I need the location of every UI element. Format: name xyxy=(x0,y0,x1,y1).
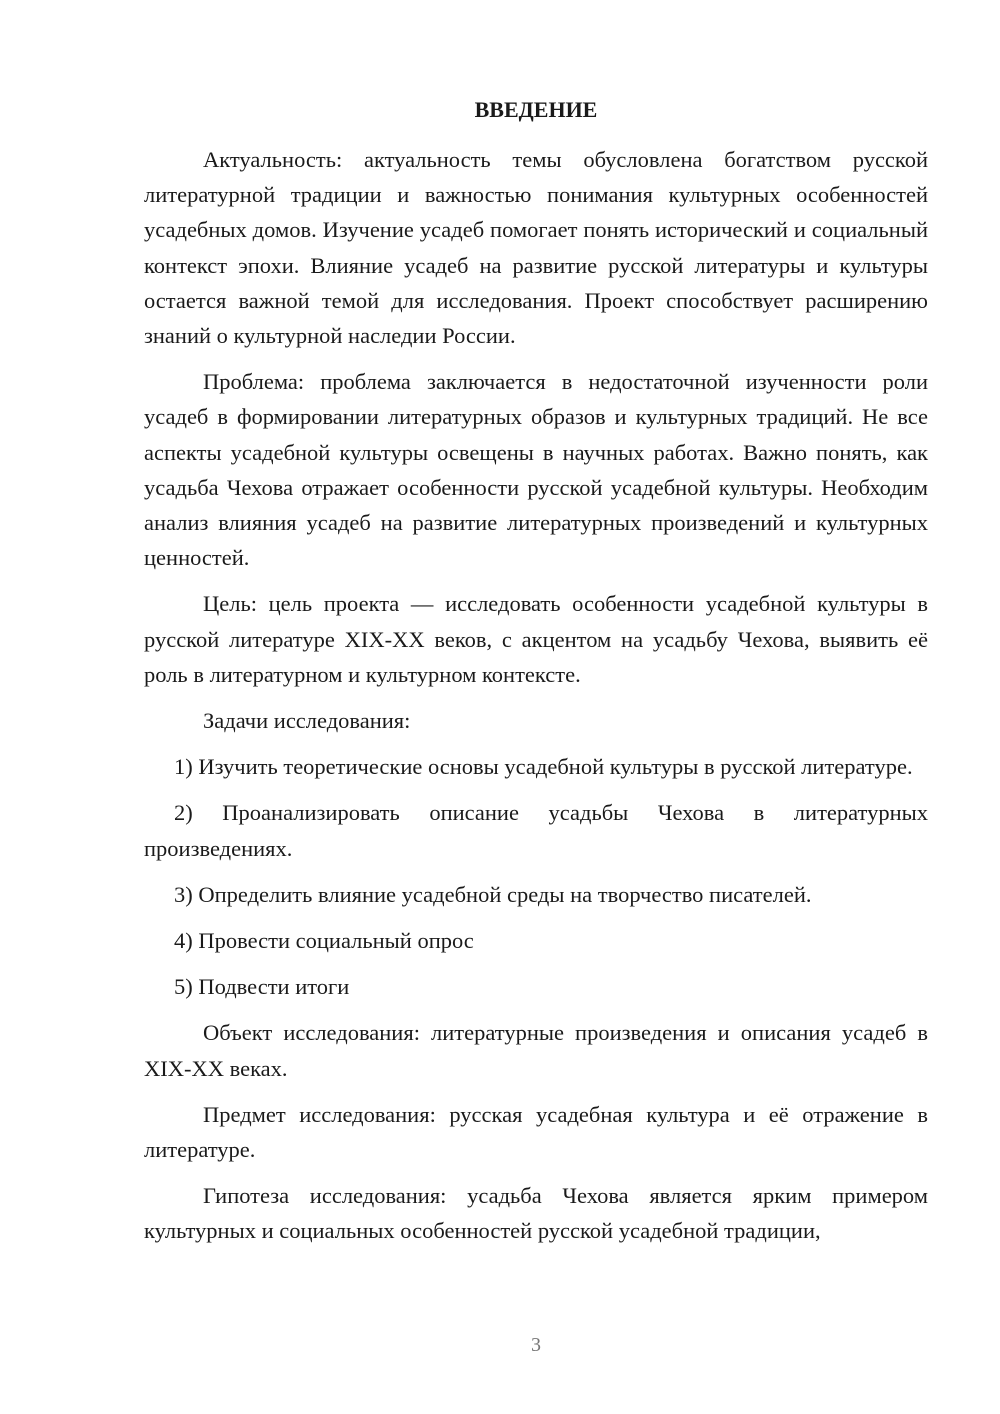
task-item-1: 1) Изучить теоретические основы усадебной культуры в русской литературе. xyxy=(174,754,913,780)
section-title: ВВЕДЕНИЕ xyxy=(474,97,598,122)
document-page xyxy=(144,95,928,1249)
paragraph-hypothesis: Гипотеза исследования: усадьба Чехова является ярким примером культурных и социальных особенностей русской усадебной традиции, xyxy=(144,1183,928,1244)
page-number: 3 xyxy=(531,1334,541,1356)
paragraph-tasks-heading: Задачи исследования: xyxy=(203,708,411,734)
paragraph-problem: Проблема: проблема заключается в недостаточной изученности роли усадеб в формировании литературных образов и культурных традиций. Не все аспекты усадебной культуры освещены в научных работах. Важно понять, как усадьба Чехова отражает особенности русской усадебной культуры. Необходим анализ влияния усадеб на развитие литературных произведений и культурных ценностей. xyxy=(144,369,928,571)
paragraph-relevance: Актуальность: актуальность темы обусловлена богатством русской литературной традиции и важностью понимания культурных особенностей усадебных домов. Изучение усадеб помогает понять исторический и социальный контекст эпохи. Влияние усадеб на развитие русской литературы и культуры остается важной темой для исследования. Проект способствует расширению знаний о культурной наследии России. xyxy=(144,147,928,349)
task-item-4: 4) Провести социальный опрос xyxy=(174,928,474,954)
paragraph-subject: Предмет исследования: русская усадебная культура и её отражение в литературе. xyxy=(144,1101,928,1163)
paragraph-goal: Цель: цель проекта — исследовать особенности усадебной культуры в русской литературе XIX-XX веков, с акцентом на усадьбу Чехова, выявить её роль в литературном и культурном контексте. xyxy=(144,591,928,687)
task-item-5: 5) Подвести итоги xyxy=(174,974,350,1000)
task-item-3: 3) Определить влияние усадебной среды на творчество писателей. xyxy=(174,881,812,907)
paragraph-object: Объект исследования: литературные произведения и описания усадеб в XIX-XX веках. xyxy=(144,1020,928,1081)
task-item-2: 2) Проанализировать описание усадьбы Чехова в литературных произведениях. xyxy=(144,800,928,861)
